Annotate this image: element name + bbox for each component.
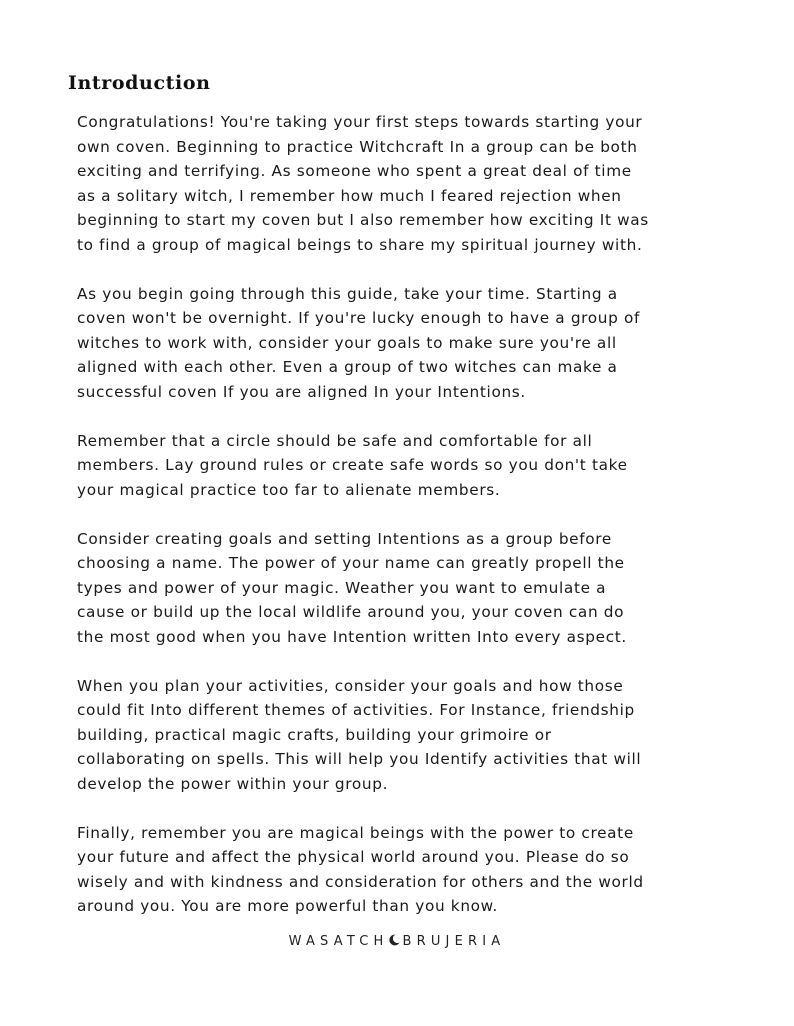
text-line: choosing a name. The power of your name can greatly propell the <box>77 554 625 572</box>
text-line: your future and affect the physical world around you. Please do so <box>77 848 630 866</box>
paragraph-1 <box>77 110 727 257</box>
text-line: wisely and with kindness and consideration for others and the world <box>77 872 644 891</box>
text-line: Congratulations! You're taking your first steps towards starting your <box>77 113 643 131</box>
text-line: to find a group of magical beings to share my spiritual journey with. <box>77 235 643 254</box>
text-line: beginning to start my coven but I also remember how exciting It was <box>77 211 649 229</box>
text-line: Finally, remember you are magical beings with the power to create <box>77 823 634 842</box>
text-line: cause or build up the local wildlife around you, your coven can do <box>77 603 625 621</box>
page-title: Introduction <box>68 72 211 94</box>
paragraph-3 <box>77 429 727 503</box>
text-line: Remember that a circle should be safe and comfortable for all <box>77 431 593 450</box>
text-line: When you plan your activities, consider your goals and how those <box>77 676 624 695</box>
text-line: coven won't be overnight. If you're lucky enough to have a group of <box>77 309 641 327</box>
footer-brand <box>0 934 794 949</box>
text-line: your magical practice too far to alienate members. <box>77 480 501 499</box>
text-line: around you. You are more powerful than you know. <box>77 897 498 915</box>
text-line: building, practical magic crafts, building your grimoire or <box>77 725 552 744</box>
text-line: could fit Into different themes of activities. For Instance, friendship <box>77 701 635 719</box>
crescent-moon-icon <box>388 934 400 946</box>
body-text <box>77 110 727 919</box>
text-line: types and power of your magic. Weather you want to emulate a <box>77 578 607 597</box>
text-line: members. Lay ground rules or create safe words so you don't take <box>77 456 628 474</box>
text-line: as a solitary witch, I remember how much I feared rejection when <box>77 186 622 205</box>
brand-right: BRUJERIA <box>402 934 506 949</box>
text-line: successful coven If you are aligned In your Intentions. <box>77 382 526 401</box>
text-line: develop the power within your group. <box>77 774 389 793</box>
text-line: aligned with each other. Even a group of two witches can make a <box>77 358 618 376</box>
text-line: As you begin going through this guide, take your time. Starting a <box>77 284 618 303</box>
paragraph-5 <box>77 674 727 797</box>
paragraph-6 <box>77 821 727 919</box>
paragraph-2 <box>77 282 727 405</box>
paragraph-4 <box>77 527 727 650</box>
text-line: collaborating on spells. This will help you Identify activities that will <box>77 750 642 768</box>
text-line: Consider creating goals and setting Intentions as a group before <box>77 529 612 548</box>
text-line: exciting and terrifying. As someone who spent a great deal of time <box>77 162 632 180</box>
text-line: own coven. Beginning to practice Witchcraft In a group can be both <box>77 137 638 156</box>
text-line: the most good when you have Intention written Into every aspect. <box>77 627 627 646</box>
text-line: witches to work with, consider your goals to make sure you're all <box>77 333 617 352</box>
brand-left: WASATCH <box>288 934 389 949</box>
